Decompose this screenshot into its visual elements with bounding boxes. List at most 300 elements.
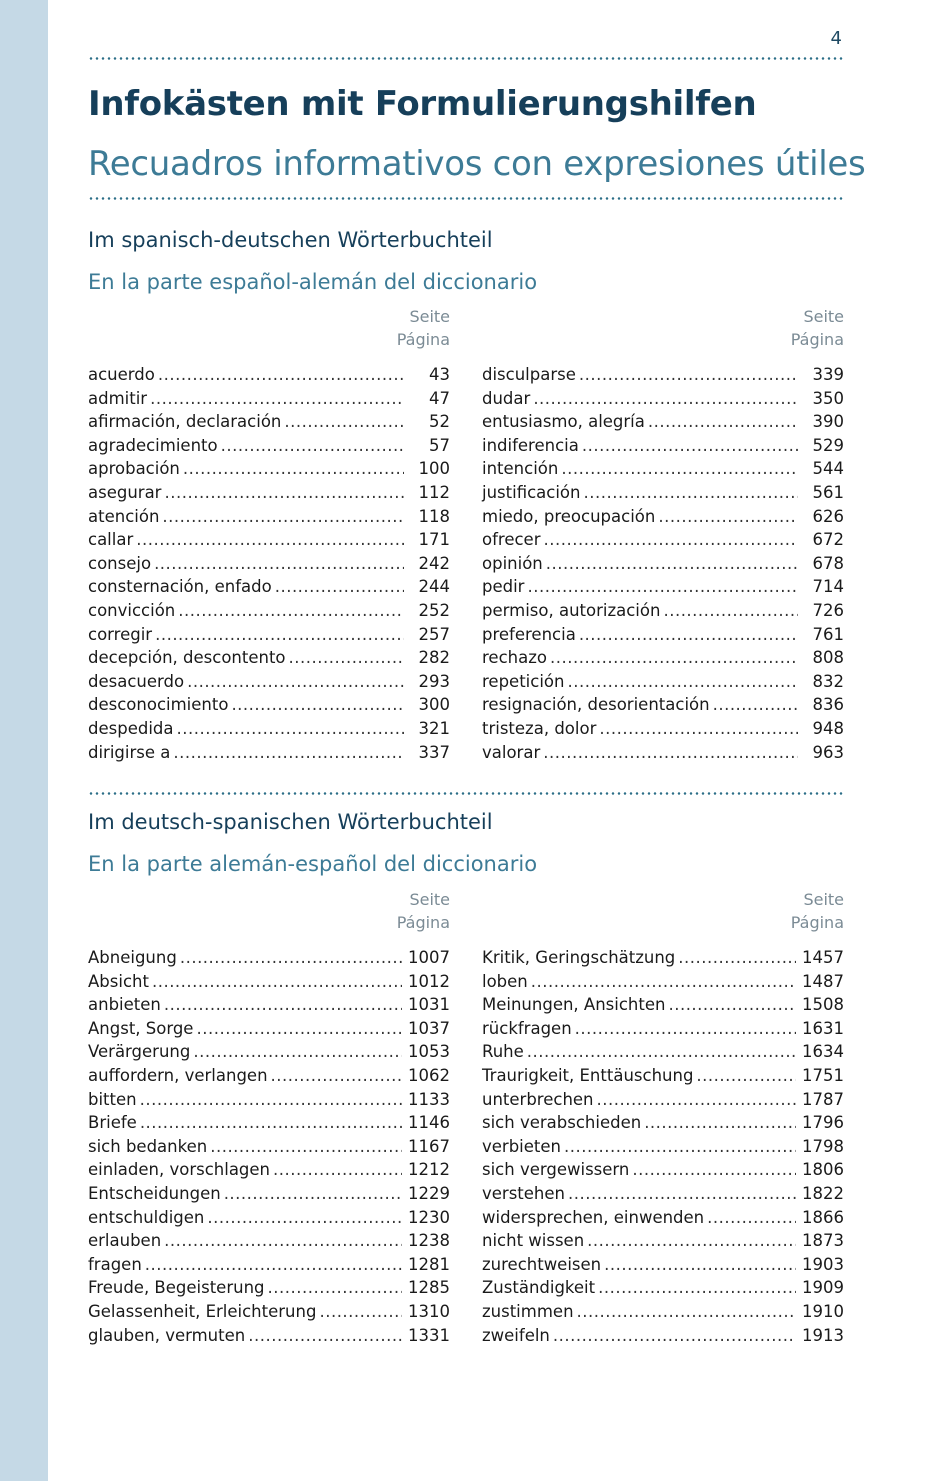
entry-term: dirigirse a bbox=[88, 742, 171, 762]
entry-term: entschuldigen bbox=[88, 1207, 205, 1227]
entry-term: verstehen bbox=[482, 1183, 565, 1203]
entry-page-number: 1787 bbox=[802, 1089, 844, 1109]
entry-page-number: 257 bbox=[418, 624, 450, 644]
dot-leader bbox=[164, 993, 402, 1017]
index-entry bbox=[482, 457, 844, 481]
entry-term: valorar bbox=[482, 742, 541, 762]
index-entry bbox=[482, 552, 844, 576]
entry-page-number: 1012 bbox=[408, 971, 450, 991]
index-column-right bbox=[482, 305, 844, 764]
index-entry bbox=[482, 1040, 844, 1064]
column-header bbox=[482, 888, 844, 934]
index-entry bbox=[482, 1111, 844, 1135]
entry-page-number: 1487 bbox=[802, 971, 844, 991]
dot-leader bbox=[579, 623, 798, 647]
entry-page-number: 390 bbox=[812, 412, 844, 432]
entry-term: acuerdo bbox=[88, 365, 155, 384]
entry-page-number: 726 bbox=[812, 600, 844, 620]
dot-leader bbox=[177, 717, 405, 741]
index-entry bbox=[88, 693, 450, 717]
page-title-spanish: Recuadros informativos con expresiones útiles bbox=[88, 144, 866, 184]
entry-page-number: 1031 bbox=[408, 995, 450, 1015]
dot-leader bbox=[668, 993, 796, 1017]
entry-term: zweifeln bbox=[482, 1325, 550, 1345]
index-column-left bbox=[88, 305, 450, 764]
entry-term: Briefe bbox=[88, 1113, 137, 1133]
entry-term: erlauben bbox=[88, 1231, 162, 1251]
index-entry bbox=[482, 1088, 844, 1112]
dot-leader bbox=[597, 1088, 796, 1112]
index-entry bbox=[482, 1017, 844, 1041]
entry-term: preferencia bbox=[482, 624, 576, 644]
dot-leader bbox=[713, 693, 798, 717]
entry-term: Absicht bbox=[88, 971, 149, 991]
entry-page-number: 1806 bbox=[802, 1160, 844, 1180]
column-header bbox=[88, 305, 450, 351]
entry-page-number: 1873 bbox=[802, 1231, 844, 1251]
index-entry bbox=[88, 1158, 450, 1182]
dot-leader bbox=[561, 457, 798, 481]
dot-leader bbox=[527, 1040, 796, 1064]
entry-page-number: 544 bbox=[812, 459, 844, 479]
entry-term: ofrecer bbox=[482, 530, 541, 550]
entry-term: sich vergewissern bbox=[482, 1160, 630, 1180]
index-entry bbox=[88, 599, 450, 623]
entry-page-number: 1281 bbox=[408, 1254, 450, 1274]
dot-leader bbox=[599, 717, 798, 741]
entry-page-number: 282 bbox=[418, 648, 450, 668]
entry-term: bitten bbox=[88, 1089, 137, 1109]
entry-page-number: 1007 bbox=[408, 948, 450, 967]
index-entry bbox=[88, 1040, 450, 1064]
entry-term: Gelassenheit, Erleichterung bbox=[88, 1301, 317, 1321]
entry-page-number: 672 bbox=[812, 530, 844, 550]
entry-list bbox=[88, 946, 450, 1347]
dot-leader bbox=[289, 646, 404, 670]
entry-page-number: 529 bbox=[812, 435, 844, 455]
entry-page-number: 100 bbox=[418, 459, 450, 479]
entry-page-number: 761 bbox=[812, 624, 844, 644]
entry-page-number: 43 bbox=[429, 365, 450, 384]
index-entry bbox=[482, 946, 844, 970]
entry-list bbox=[482, 946, 844, 1347]
dot-leader bbox=[136, 528, 404, 552]
entry-term: desconocimiento bbox=[88, 695, 229, 715]
index-entry bbox=[88, 552, 450, 576]
entry-term: widersprechen, einwenden bbox=[482, 1207, 705, 1227]
dot-leader bbox=[568, 1182, 796, 1206]
index-entry bbox=[88, 1300, 450, 1324]
index-entry bbox=[482, 1276, 844, 1300]
entry-term: loben bbox=[482, 971, 528, 991]
entry-term: Abneigung bbox=[88, 948, 177, 967]
index-entry bbox=[88, 1017, 450, 1041]
entry-term: agradecimiento bbox=[88, 435, 218, 455]
entry-page-number: 244 bbox=[418, 577, 450, 597]
index-entry bbox=[88, 946, 450, 970]
entry-term: auffordern, verlangen bbox=[88, 1065, 268, 1085]
index-entry bbox=[88, 1088, 450, 1112]
entry-page-number: 1238 bbox=[408, 1231, 450, 1251]
entry-term: convicción bbox=[88, 600, 176, 620]
dotted-rule-section bbox=[88, 792, 845, 795]
entry-page-number: 1903 bbox=[802, 1254, 844, 1274]
dot-leader bbox=[543, 528, 798, 552]
entry-page-number: 171 bbox=[418, 530, 450, 550]
entry-page-number: 1909 bbox=[802, 1278, 844, 1298]
dot-leader bbox=[577, 1300, 796, 1324]
entry-term: permiso, autorización bbox=[482, 600, 661, 620]
index-column-left bbox=[88, 888, 450, 1347]
entry-term: intención bbox=[482, 459, 559, 479]
dot-leader bbox=[582, 434, 798, 458]
index-entry bbox=[88, 623, 450, 647]
index-entry bbox=[88, 528, 450, 552]
index-entry bbox=[482, 1253, 844, 1277]
dot-leader bbox=[567, 670, 798, 694]
index-entry bbox=[482, 717, 844, 741]
index-entry bbox=[88, 434, 450, 458]
dotted-rule-title bbox=[88, 197, 845, 200]
entry-term: desacuerdo bbox=[88, 671, 185, 691]
entry-term: callar bbox=[88, 530, 134, 550]
dot-leader bbox=[180, 946, 402, 970]
column-label-seite: Seite bbox=[803, 890, 844, 909]
dot-leader bbox=[164, 1229, 402, 1253]
entry-term: unterbrechen bbox=[482, 1089, 594, 1109]
entry-page-number: 948 bbox=[812, 718, 844, 738]
entry-page-number: 252 bbox=[418, 600, 450, 620]
dot-leader bbox=[527, 575, 798, 599]
column-label-pagina: Página bbox=[396, 330, 450, 349]
entry-term: justificación bbox=[482, 482, 581, 502]
entry-term: anbieten bbox=[88, 995, 161, 1015]
dot-leader bbox=[658, 505, 798, 529]
dot-leader bbox=[275, 575, 404, 599]
index-entry bbox=[482, 599, 844, 623]
entry-page-number: 561 bbox=[812, 482, 844, 502]
entry-page-number: 1822 bbox=[802, 1183, 844, 1203]
index-entry bbox=[482, 387, 844, 411]
page-title-german: Infokästen mit Formulierungshilfen bbox=[88, 84, 757, 124]
dot-leader bbox=[140, 1111, 402, 1135]
dot-leader bbox=[632, 1158, 796, 1182]
entry-page-number: 1310 bbox=[408, 1301, 450, 1321]
dot-leader bbox=[164, 481, 404, 505]
index-entry bbox=[88, 387, 450, 411]
dot-leader bbox=[543, 741, 798, 765]
dot-leader bbox=[553, 1324, 796, 1348]
index-entry bbox=[88, 363, 450, 387]
index-entry bbox=[482, 528, 844, 552]
entry-term: dudar bbox=[482, 388, 531, 408]
dot-leader bbox=[224, 1182, 402, 1206]
entry-page-number: 1212 bbox=[408, 1160, 450, 1180]
entry-term: disculparse bbox=[482, 365, 576, 384]
entry-page-number: 836 bbox=[812, 695, 844, 715]
dot-leader bbox=[158, 363, 404, 387]
index-entry bbox=[88, 505, 450, 529]
index-entry bbox=[88, 481, 450, 505]
entry-page-number: 832 bbox=[812, 671, 844, 691]
entry-page-number: 47 bbox=[429, 388, 450, 408]
entry-page-number: 1866 bbox=[802, 1207, 844, 1227]
entry-term: einladen, vorschlagen bbox=[88, 1160, 271, 1180]
dot-leader bbox=[273, 1158, 402, 1182]
dot-leader bbox=[531, 970, 796, 994]
dot-leader bbox=[533, 387, 798, 411]
dot-leader bbox=[663, 599, 798, 623]
entry-page-number: 1167 bbox=[408, 1136, 450, 1156]
entry-page-number: 1796 bbox=[802, 1113, 844, 1133]
dot-leader bbox=[707, 1206, 796, 1230]
entry-page-number: 339 bbox=[812, 365, 844, 384]
entry-page-number: 350 bbox=[812, 388, 844, 408]
entry-term: verbieten bbox=[482, 1136, 561, 1156]
section-heading-german: Im deutsch-spanischen Wörterbuchteil bbox=[88, 810, 493, 834]
entry-page-number: 1751 bbox=[802, 1065, 844, 1085]
entry-term: resignación, desorientación bbox=[482, 695, 710, 715]
index-entry bbox=[482, 993, 844, 1017]
entry-term: fragen bbox=[88, 1254, 142, 1274]
entry-term: indiferencia bbox=[482, 435, 579, 455]
entry-term: Entscheidungen bbox=[88, 1183, 221, 1203]
index-entry bbox=[482, 1182, 844, 1206]
index-entry bbox=[482, 1064, 844, 1088]
dot-leader bbox=[575, 1017, 796, 1041]
entry-page-number: 626 bbox=[812, 506, 844, 526]
entry-term: glauben, vermuten bbox=[88, 1325, 246, 1345]
entry-term: Verärgerung bbox=[88, 1042, 191, 1062]
entry-term: Freude, Begeisterung bbox=[88, 1278, 265, 1298]
dot-leader bbox=[546, 552, 798, 576]
dot-leader bbox=[221, 434, 404, 458]
entry-term: decepción, descontento bbox=[88, 648, 286, 668]
section-heading-spanish: En la parte español-alemán del diccionario bbox=[88, 270, 538, 294]
entry-page-number: 1508 bbox=[802, 995, 844, 1015]
index-entry bbox=[88, 1206, 450, 1230]
index-entry bbox=[482, 434, 844, 458]
index-entry bbox=[88, 1229, 450, 1253]
entry-page-number: 118 bbox=[418, 506, 450, 526]
entry-term: admitir bbox=[88, 388, 148, 408]
index-entry bbox=[88, 646, 450, 670]
index-entry bbox=[482, 481, 844, 505]
dot-leader bbox=[196, 1017, 402, 1041]
entry-page-number: 321 bbox=[418, 718, 450, 738]
index-entry bbox=[88, 1064, 450, 1088]
index-entry bbox=[88, 670, 450, 694]
column-header bbox=[482, 305, 844, 351]
index-entry bbox=[482, 1300, 844, 1324]
entry-page-number: 1631 bbox=[802, 1018, 844, 1038]
entry-term: Ruhe bbox=[482, 1042, 524, 1062]
entry-term: pedir bbox=[482, 577, 525, 597]
entry-page-number: 1285 bbox=[408, 1278, 450, 1298]
entry-term: miedo, preocupación bbox=[482, 506, 656, 526]
entry-term: consternación, enfado bbox=[88, 577, 272, 597]
index-entry bbox=[482, 1324, 844, 1348]
dot-leader bbox=[173, 741, 404, 765]
entry-term: Kritik, Geringschätzung bbox=[482, 948, 676, 967]
entry-page-number: 242 bbox=[418, 553, 450, 573]
dot-leader bbox=[178, 599, 404, 623]
dot-leader bbox=[587, 1229, 796, 1253]
entry-term: Traurigkeit, Enttäuschung bbox=[482, 1065, 694, 1085]
entry-page-number: 1230 bbox=[408, 1207, 450, 1227]
entry-list bbox=[482, 363, 844, 764]
dot-leader bbox=[550, 646, 798, 670]
dot-leader bbox=[183, 457, 404, 481]
dot-leader bbox=[284, 410, 404, 434]
entry-page-number: 293 bbox=[418, 671, 450, 691]
dot-leader bbox=[319, 1300, 402, 1324]
entry-term: Angst, Sorge bbox=[88, 1018, 194, 1038]
entry-term: entusiasmo, alegría bbox=[482, 412, 645, 432]
section-heading-german: Im spanisch-deutschen Wörterbuchteil bbox=[88, 228, 493, 252]
dot-leader bbox=[140, 1088, 402, 1112]
dot-leader bbox=[155, 623, 404, 647]
index-entry bbox=[482, 741, 844, 765]
index-entry bbox=[88, 1111, 450, 1135]
dot-leader bbox=[678, 946, 796, 970]
index-entry bbox=[88, 970, 450, 994]
dot-leader bbox=[604, 1253, 796, 1277]
dot-leader bbox=[231, 693, 404, 717]
entry-page-number: 1798 bbox=[802, 1136, 844, 1156]
entry-term: sich verabschieden bbox=[482, 1113, 642, 1133]
index-entry bbox=[88, 457, 450, 481]
entry-term: Zuständigkeit bbox=[482, 1278, 596, 1298]
entry-term: rechazo bbox=[482, 648, 547, 668]
entry-page-number: 1913 bbox=[802, 1325, 844, 1345]
entry-page-number: 52 bbox=[429, 412, 450, 432]
entry-page-number: 808 bbox=[812, 648, 844, 668]
index-entry bbox=[482, 623, 844, 647]
entry-page-number: 678 bbox=[812, 553, 844, 573]
index-entry bbox=[482, 410, 844, 434]
entry-term: Meinungen, Ansichten bbox=[482, 995, 666, 1015]
index-entry bbox=[88, 410, 450, 434]
dot-leader bbox=[145, 1253, 402, 1277]
dot-leader bbox=[150, 387, 404, 411]
index-entry bbox=[482, 1229, 844, 1253]
entry-page-number: 300 bbox=[418, 695, 450, 715]
entry-term: despedida bbox=[88, 718, 174, 738]
entry-page-number: 1229 bbox=[408, 1183, 450, 1203]
index-entry bbox=[88, 575, 450, 599]
column-header bbox=[88, 888, 450, 934]
index-entry bbox=[88, 1324, 450, 1348]
index-entry bbox=[482, 575, 844, 599]
dot-leader bbox=[271, 1064, 402, 1088]
entry-term: asegurar bbox=[88, 482, 162, 502]
entry-page-number: 112 bbox=[418, 482, 450, 502]
column-label-pagina: Página bbox=[790, 913, 844, 932]
entry-term: tristeza, dolor bbox=[482, 718, 597, 738]
entry-page-number: 1053 bbox=[408, 1042, 450, 1062]
entry-page-number: 1146 bbox=[408, 1113, 450, 1133]
dot-leader bbox=[193, 1040, 402, 1064]
dot-leader bbox=[187, 670, 404, 694]
entry-page-number: 57 bbox=[429, 435, 450, 455]
dot-leader bbox=[248, 1324, 402, 1348]
section-heading-spanish: En la parte alemán-español del diccionario bbox=[88, 852, 538, 876]
dot-leader bbox=[644, 1111, 796, 1135]
entry-term: zurechtweisen bbox=[482, 1254, 602, 1274]
dot-leader bbox=[210, 1135, 402, 1159]
entry-page-number: 1062 bbox=[408, 1065, 450, 1085]
index-entry bbox=[482, 505, 844, 529]
index-entry bbox=[482, 1135, 844, 1159]
index-entry bbox=[482, 1158, 844, 1182]
column-label-pagina: Página bbox=[396, 913, 450, 932]
column-label-seite: Seite bbox=[409, 890, 450, 909]
entry-term: repetición bbox=[482, 671, 565, 691]
index-entry bbox=[88, 717, 450, 741]
entry-page-number: 1133 bbox=[408, 1089, 450, 1109]
dot-leader bbox=[564, 1135, 796, 1159]
index-entry bbox=[482, 646, 844, 670]
side-color-band bbox=[0, 0, 48, 1481]
column-label-seite: Seite bbox=[803, 307, 844, 326]
entry-page-number: 1331 bbox=[408, 1325, 450, 1345]
index-entry bbox=[482, 363, 844, 387]
entry-page-number: 1910 bbox=[802, 1301, 844, 1321]
index-entry bbox=[482, 1206, 844, 1230]
index-entry bbox=[88, 1135, 450, 1159]
entry-term: aprobación bbox=[88, 459, 180, 479]
index-column-right bbox=[482, 888, 844, 1347]
dot-leader bbox=[207, 1206, 402, 1230]
entry-term: sich bedanken bbox=[88, 1136, 208, 1156]
dot-leader bbox=[583, 481, 798, 505]
entry-page-number: 1457 bbox=[802, 948, 844, 967]
index-entry bbox=[88, 993, 450, 1017]
entry-term: nicht wissen bbox=[482, 1231, 585, 1251]
index-entry bbox=[482, 670, 844, 694]
dotted-rule-top bbox=[88, 57, 845, 60]
entry-term: corregir bbox=[88, 624, 153, 644]
dot-leader bbox=[648, 410, 798, 434]
entry-term: opinión bbox=[482, 553, 543, 573]
entry-term: consejo bbox=[88, 553, 152, 573]
entry-term: zustimmen bbox=[482, 1301, 574, 1321]
entry-term: rückfragen bbox=[482, 1018, 572, 1038]
column-label-pagina: Página bbox=[790, 330, 844, 349]
dot-leader bbox=[154, 552, 404, 576]
entry-page-number: 337 bbox=[418, 742, 450, 762]
index-entry bbox=[482, 693, 844, 717]
entry-term: afirmación, declaración bbox=[88, 412, 282, 432]
index-entry bbox=[88, 1182, 450, 1206]
column-label-seite: Seite bbox=[409, 307, 450, 326]
page-number: 4 bbox=[830, 28, 842, 49]
entry-list bbox=[88, 363, 450, 764]
dot-leader bbox=[579, 363, 798, 387]
entry-term: atención bbox=[88, 506, 160, 526]
index-entry bbox=[482, 970, 844, 994]
dot-leader bbox=[696, 1064, 796, 1088]
entry-page-number: 714 bbox=[812, 577, 844, 597]
index-entry bbox=[88, 741, 450, 765]
dot-leader bbox=[162, 505, 404, 529]
index-entry bbox=[88, 1253, 450, 1277]
entry-page-number: 1037 bbox=[408, 1018, 450, 1038]
index-entry bbox=[88, 1276, 450, 1300]
dot-leader bbox=[598, 1276, 796, 1300]
dot-leader bbox=[268, 1276, 402, 1300]
